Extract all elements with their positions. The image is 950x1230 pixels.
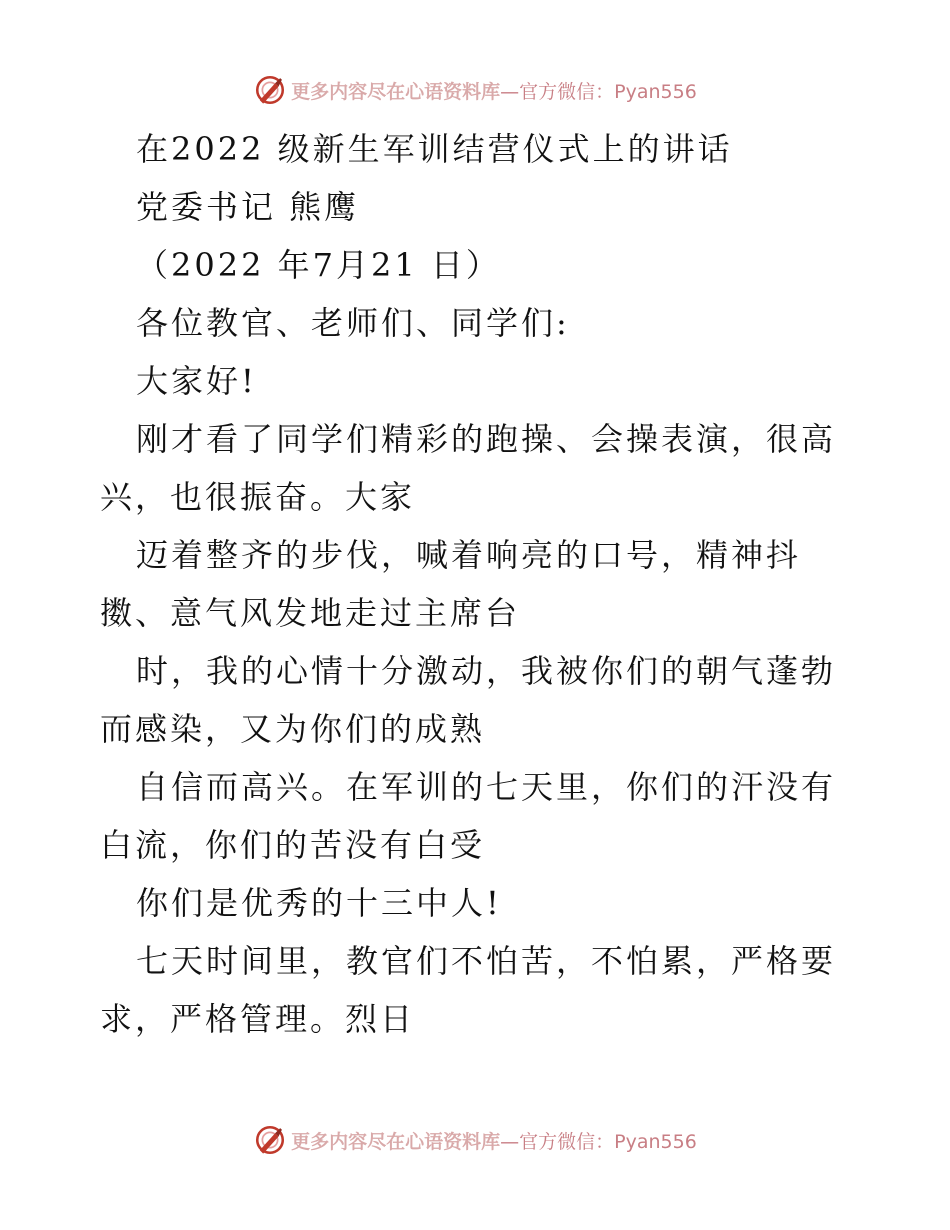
header-watermark-banner (0, 70, 950, 110)
salutation: 各位教官、老师们、同学们: (136, 304, 570, 342)
body-paragraph: 迈着整齐的步伐，喊着响亮的口号，精神抖擞、意气风发地走过主席台 (100, 536, 802, 632)
watermark-wechat-text: —官方微信：Pyan556 (500, 80, 697, 103)
greeting: 大家好! (136, 362, 257, 400)
watermark-site-text: 更多内容尽在心语资料库 (291, 80, 501, 103)
body-paragraph: 时，我的心情十分激动，我被你们的朝气蓬勃而感染，又为你们的成熟 (100, 652, 837, 748)
document-body (100, 120, 860, 1048)
speech-title: 在2022 级新生军训结营仪式上的讲话 (136, 130, 733, 168)
speaker-line: 党委书记 熊鹰 (136, 188, 360, 226)
pen-logo-icon (253, 1123, 287, 1157)
watermark-wechat-text: —官方微信：Pyan556 (500, 1130, 697, 1153)
body-paragraph: 七天时间里，教官们不怕苦，不怕累，严格要求，严格管理。烈日 (100, 942, 837, 1038)
pen-logo-icon (253, 73, 287, 107)
date-line: （2022 年7月21 日） (136, 246, 501, 284)
body-paragraph: 你们是优秀的十三中人! (136, 884, 502, 922)
body-paragraph: 刚才看了同学们精彩的跑操、会操表演，很高兴，也很振奋。大家 (100, 420, 837, 516)
footer-watermark-banner (0, 1120, 950, 1160)
body-paragraph: 自信而高兴。在军训的七天里，你们的汗没有白流，你们的苦没有白受 (100, 768, 837, 864)
watermark-site-text: 更多内容尽在心语资料库 (291, 1130, 501, 1153)
